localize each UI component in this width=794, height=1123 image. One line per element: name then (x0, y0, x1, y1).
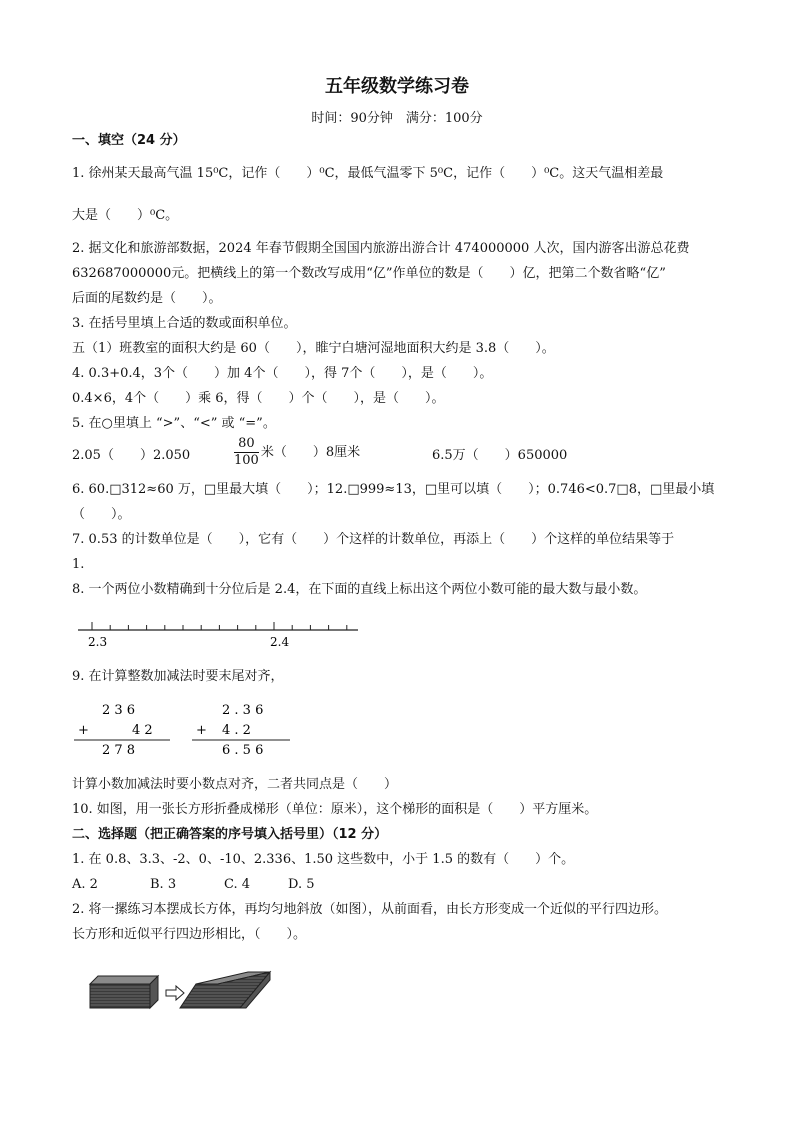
compare-item-b-text: 米（ ）8厘米 (260, 445, 361, 460)
question-9-tail: 计算小数加减法时要小数点对齐，二者共同点是（ ） (72, 777, 398, 792)
number-line-label-left: 2.3 (88, 635, 108, 649)
decimal-addend-1: 2 . 3 6 (222, 703, 264, 718)
fraction-numerator: 80 (234, 436, 259, 453)
question-8: 8. 一个两位小数精确到十分位后是 2.4，在下面的直线上标出这个两位小数可能的最大数与最小数。 (72, 582, 647, 597)
option-a: A. 2 (72, 877, 98, 892)
mc-question-2-line-1: 2. 将一摞练习本摆成长方体，再均匀地斜放（如图），从前面看，由长方形变成一个近似的平行四边形。 (72, 902, 668, 917)
question-2-line-3: 后面的尾数约是（ ）。 (72, 291, 222, 306)
number-line-label-right: 2.4 (270, 635, 290, 649)
fraction (234, 436, 259, 469)
integer-addend-1: 2 3 6 (102, 703, 136, 718)
question-4-line-2: 0.4×6，4个（ ）乘 6，得（ ）个（ ），是（ ）。 (72, 391, 445, 406)
mc-question-1: 1. 在 0.8、3.3、-2、0、-10、2.336、1.50 这些数中，小于 1.5 的数有（ ）个。 (72, 852, 575, 867)
compare-item-a: 2.05（ ）2.050 (72, 448, 191, 463)
section-fill-in-heading: 一、填空（24 分） (72, 133, 186, 148)
question-9: 9. 在计算整数加减法时要末尾对齐， (72, 669, 284, 684)
fraction-denominator: 100 (234, 453, 259, 468)
question-2-line-1: 2. 据文化和旅游部数据，2024 年春节假期全国国内旅游出游合计 474000000 人次，国内游客出游总花费 (72, 241, 690, 256)
question-1-line-2: 大是（ ）⁰C。 (72, 208, 179, 223)
integer-plus-sign: + (78, 723, 89, 738)
integer-addend-2: 4 2 (132, 723, 153, 738)
question-10: 10. 如图，用一张长方形折叠成梯形（单位：原米），这个梯形的面积是（ ）平方厘米。 (72, 802, 598, 817)
question-3-sub: 五（1）班教室的面积大约是 60（ ），睢宁白塘河湿地面积大约是 3.8（ ）。 (72, 341, 555, 356)
question-2-line-2: 632687000000元。把横线上的第一个数改写成用“亿”作单位的数是（ ）亿，把第二个数省略“亿” (72, 266, 666, 281)
arrow-icon (166, 986, 184, 1000)
slanted-stack (180, 972, 270, 1008)
question-3: 3. 在括号里填上合适的数或面积单位。 (72, 316, 297, 331)
section-multiple-choice-heading: 二、选择题（把正确答案的序号填入括号里）（12 分） (72, 827, 388, 842)
compare-item-b (232, 436, 360, 469)
question-7-line-1: 7. 0.53 的计数单位是（ ），它有（ ）个这样的计数单位，再添上（ ）个这样的单位结果等于 (72, 532, 675, 547)
integer-sum: 2 7 8 (102, 743, 136, 758)
question-6-line-1: 6. 60.□312≈60 万，□里最大填（ ）；12.□999≈13，□里可以填（ ）；0.746<0.7□8，□里最小填 (72, 482, 715, 497)
option-b: B. 3 (150, 877, 177, 892)
decimal-plus-sign: + (196, 723, 207, 738)
decimal-addend-2: 4 . 2 (222, 723, 251, 738)
option-c: C. 4 (224, 877, 251, 892)
number-line-ticks (92, 622, 347, 630)
page-title: 五年级数学练习卷 (325, 76, 469, 97)
exam-info: 时间：90分钟 满分：100分 (311, 111, 483, 126)
mc-question-2-line-2: 长方形和近似平行四边形相比，（ ）。 (72, 927, 307, 942)
number-line (78, 618, 360, 652)
decimal-sum: 6 . 5 6 (222, 743, 264, 758)
question-4-line-1: 4. 0.3+0.4，3个（ ）加 4个（ ），得 7个（ ），是（ ）。 (72, 366, 493, 381)
question-5: 5. 在○里填上 “>”、“<” 或 “=”。 (72, 416, 276, 431)
decimal-addition (192, 703, 290, 758)
compare-item-c: 6.5万（ ）650000 (432, 448, 568, 463)
vertical-calculations (72, 700, 302, 758)
question-1-line-1: 1. 徐州某天最高气温 15⁰C，记作（ ）⁰C，最低气温零下 5⁰C，记作（ ）⁰C。这天气温相差最 (72, 166, 664, 181)
option-d: D. 5 (288, 877, 315, 892)
rectangular-stack (90, 976, 158, 1008)
question-5-items (72, 436, 722, 476)
question-6-line-2: （ ）。 (72, 507, 131, 522)
notebook-stack-figure (88, 968, 278, 1016)
integer-addition (74, 703, 170, 758)
question-7-line-2: 1. (72, 557, 85, 572)
